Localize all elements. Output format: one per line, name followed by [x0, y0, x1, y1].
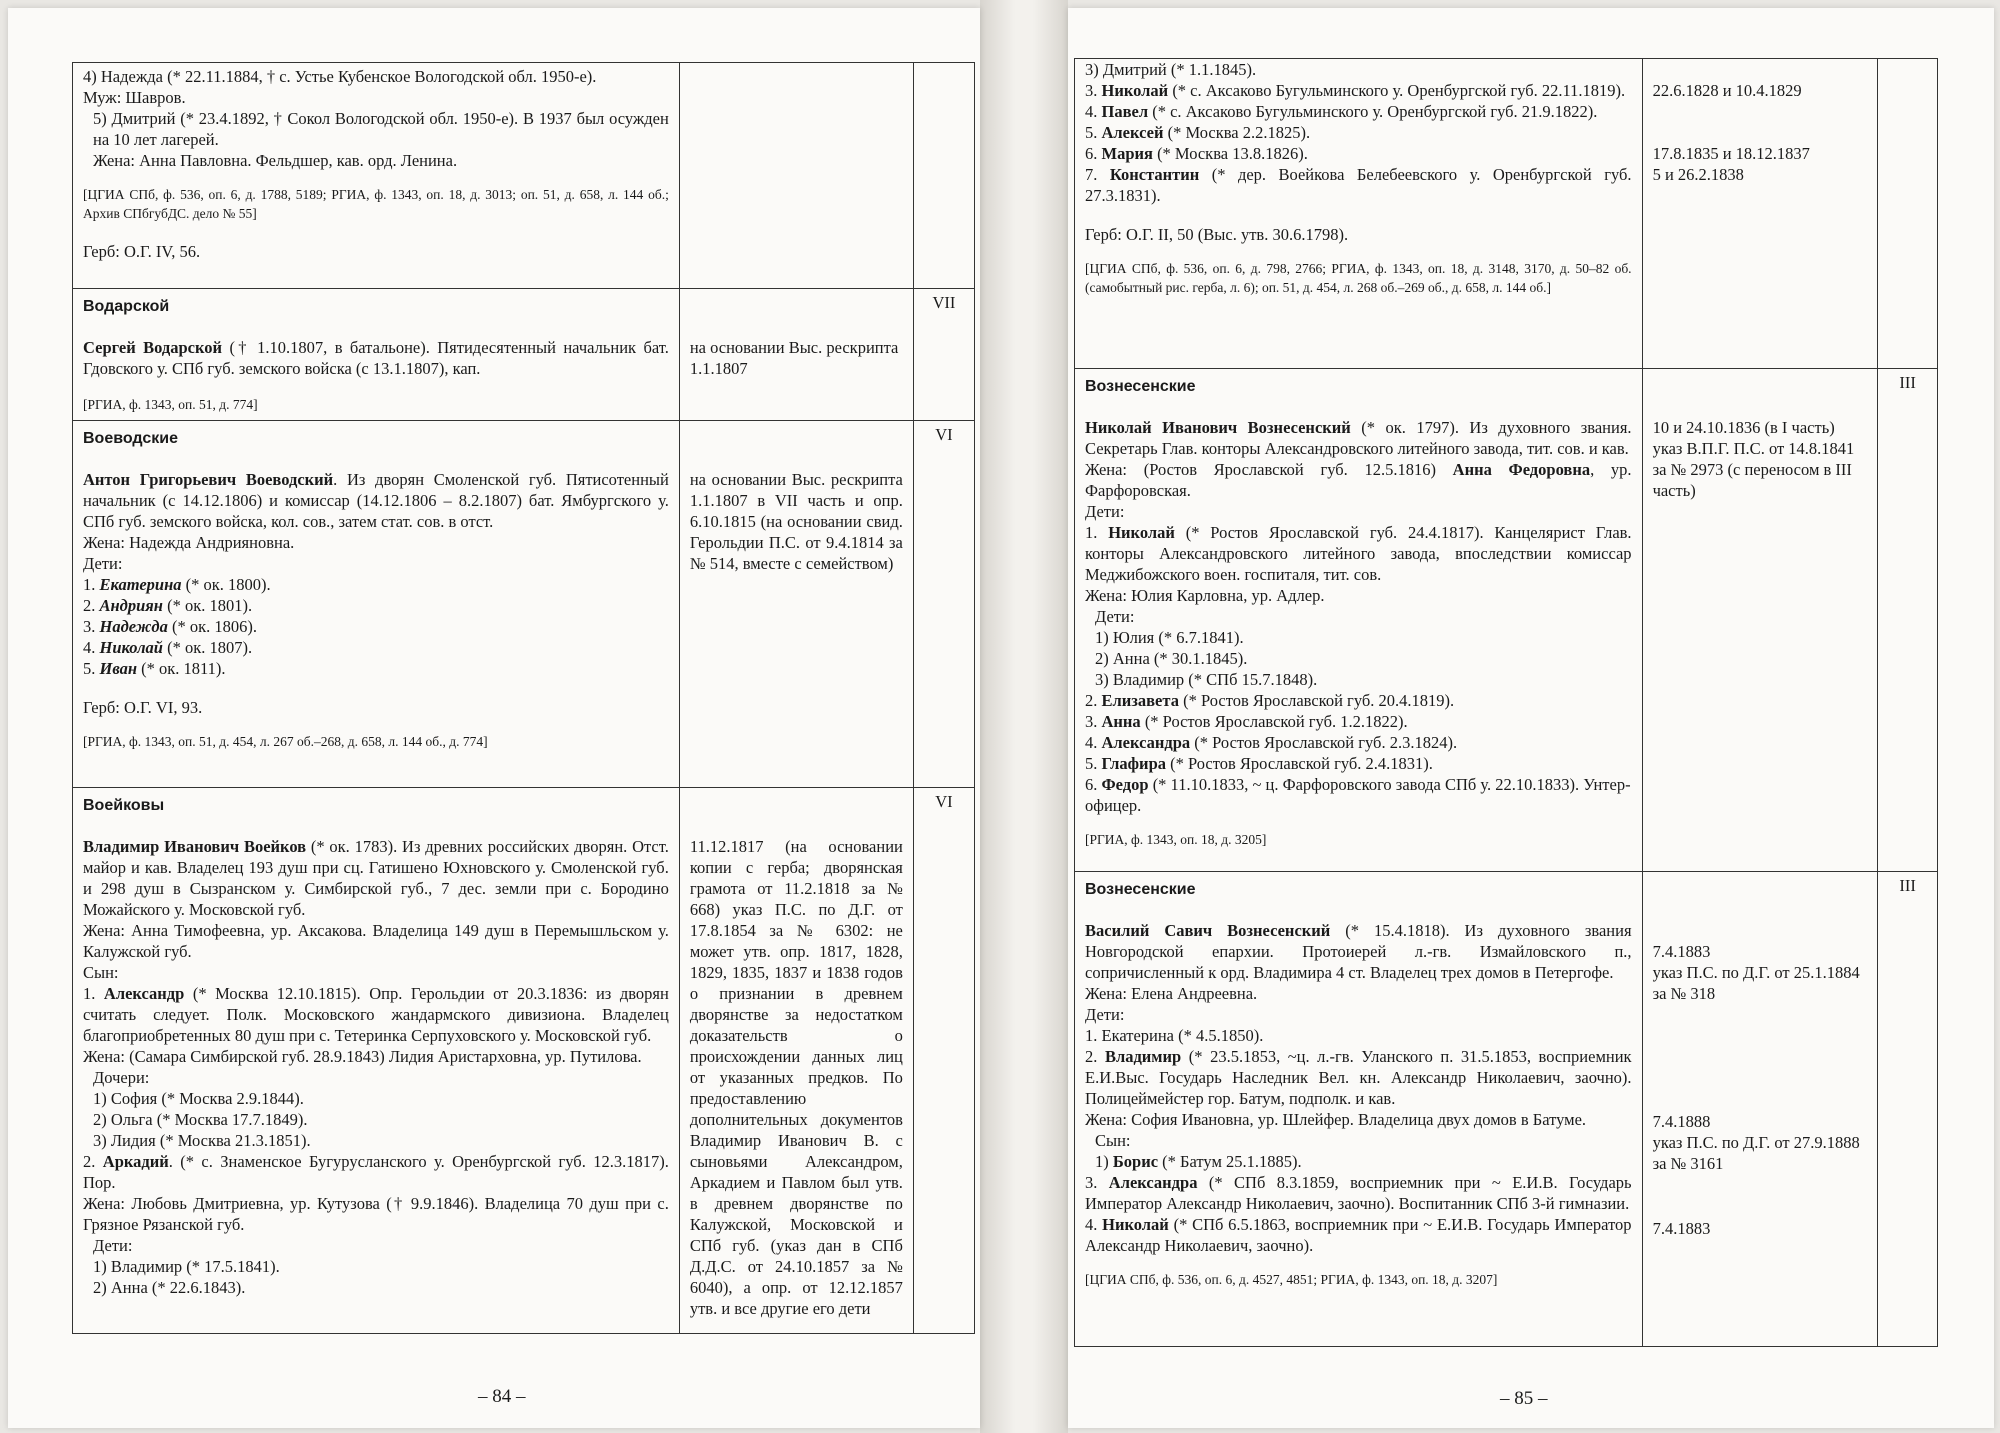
person-name: Антон Григорьевич Воеводский	[83, 470, 334, 489]
decision-text: на основании Выс. рескрипта 1.1.1807 в VII часть и опр. 6.10.1815 (на основании свид. Герольдии П.С. от 9.4.1814 за № 514, вместе с семейством)	[689, 470, 903, 573]
list-item: 3) Владимир (* СПб 15.7.1848).	[1095, 670, 1318, 689]
source-reference: [РГИА, ф. 1343, оп. 18, д. 3205]	[1085, 832, 1267, 847]
person-name: Александра	[1108, 1173, 1198, 1192]
table-row: Вознесенские Николай Иванович Вознесенский (* ок. 1797). Из духовного звания. Секретарь Глав. конторы Александровского литейного завода, тит. сов. и кав. Жена: (Ростов Ярославской губ. 12.5.1816) Анна Федоровна, ур. Фарфоровская. Дети: 1. Николай (* Ростов Ярославской губ. 24.4.1817). Канцелярист Глав. конторы Александровского литейного завода, впоследствии комиссар Меджибожского воен. госпиталя, тит. сов. Жена: Юлия Карловна, ур. Адлер. Дети: 1) Юлия (* 6.7.1841). 2) Анна (* 30.1.1845). 3) Владимир (* СПб 15.7.1848). 2. Елизавета (* Ростов Ярославской губ. 20.4.1819). 3. Анна (* Ростов Ярославской губ. 1.2.1822). 4. Александра (* Ростов Ярославской губ. 2.3.1824). 5. Глафира (* Ростов Ярославской губ. 2.4.1831). 6. Федор (* 11.10.1833, ~ ц. Фарфоровского завода СПб у. 22.10.1833). Унтер-офицер. [РГИА, ф. 1343, оп. 18, д. 3205] 10 и 24.10.1836 (в I часть) указ В.П.Г. П.С. от 14.8.1841 за № 2973 (с переносом в III часть) III	[1075, 369, 1938, 872]
list-item: 2. Елизавета (* Ростов Ярославской губ. 20.4.1819).	[1085, 691, 1455, 710]
person-name: Борис	[1112, 1152, 1159, 1171]
list-item: 2) Анна (* 30.1.1845).	[1095, 649, 1248, 668]
page-85	[1068, 8, 1994, 1428]
table-row	[1075, 59, 1938, 369]
list-item: 5. Алексей (* Москва 2.2.1825).	[1085, 123, 1311, 142]
part-number: VI	[913, 788, 974, 1334]
table-row: Вознесенские Василий Савич Вознесенский (* 15.4.1818). Из духовного звания Новгородской епархии. Протоиерей л.-гв. Измайловского п., сопричисленный к орд. Владимира 4 ст. Владелец трех домов в Петергофе. Жена: Елена Андреевна. Дети: 1. Екатерина (* 4.5.1850). 2. Владимир (* 23.5.1853, ~ц. л.-гв. Уланского п. 31.5.1853, восприемник Е.И.Выс. Государь Наследник Вел. кн. Александр Николаевич, заочно). Полицеймейстер гор. Батум, подполк. и кав. Жена: София Ивановна, ур. Шлейфер. Владелица двух домов в Батуме. Сын: 1) Борис (* Батум 25.1.1885). 3. Александра (* СПб 8.3.1859, восприемник при ~ Е.И.В. Государь Император Александр Николаевич, заочно). Воспитанник СПб 3-й гимназии. 4. Николай (* СПб 6.5.1863, восприемник при ~ Е.И.В. Государь Император Александр Николаевич, заочно). [ЦГИА СПб, ф. 536, оп. 6, д. 4527, 4851; РГИА, ф. 1343, оп. 18, д. 3207] 7.4.1883 указ П.С. по Д.Г. от 25.1.1884 за № 318 7.4.1888 указ П.С. по Д.Г. от 27.9.1888 за № 3161 7.4.1883 III	[1075, 872, 1938, 1347]
person-name: Аркадий	[102, 1152, 169, 1171]
source-reference: [РГИА, ф. 1343, оп. 51, д. 454, л. 267 об.–268, д. 658, л. 144 об., д. 774]	[83, 734, 488, 749]
source-reference: [ЦГИА СПб, ф. 536, оп. 6, д. 798, 2766; РГИА, ф. 1343, оп. 18, д. 3148, 3170, д. 50–82 об. (самобытный рис. герба, л. 6); оп. 51, д. 454, л. 268 об.–269 об., д. 658, л. 144 об.]	[1085, 261, 1632, 295]
list-item: 7. Константин (* дер. Воейкова Белебеевского у. Оренбургской губ. 27.3.1831).	[1085, 165, 1632, 205]
list-item: 4. Павел (* с. Аксаково Бугульминского у. Оренбургской губ. 21.9.1822).	[1085, 102, 1598, 121]
table-row: Воеводские Антон Григорьевич Воеводский. Из дворян Смоленской губ. Пятисотенный начальник (с 14.12.1806) и комиссар (14.12.1806 – 8.2.1807) бат. Ямбургского у. СПб губ. земского войска, кол. сов., затем стат. сов. в отст. Жена: Надежда Андрияновна. Дети: 1. Екатерина (* ок. 1800). 2. Андриян (* ок. 1801). 3. Надежда (* ок. 1806). 4. Николай (* ок. 1807). 5. Иван (* ок. 1811). Герб: О.Г. VI, 93. [РГИА, ф. 1343, оп. 51, д. 454, л. 267 об.–268, д. 658, л. 144 об., д. 774] на основании Выс. рескрипта 1.1.1807 в VII часть и опр. 6.10.1815 (на основании свид. Герольдии П.С. от 9.4.1814 за № 514, вместе с семейством) VI	[73, 421, 975, 788]
arms-reference: Герб: О.Г. IV, 56.	[83, 242, 201, 261]
table-row: Воейковы Владимир Иванович Воейков (* ок. 1783). Из древних российских дворян. Отст. майор и кав. Владелец 193 душ при сц. Гатишено Юхновского у. Смоленской губ. и 298 душ в Сызранском у. Симбирской губ., 7 дес. земли при с. Бородино Можайского у. Московской губ. Жена: Анна Тимофеевна, ур. Аксакова. Владелица 149 душ в Перемышльском у. Калужской губ. Сын: 1. Александр (* Москва 12.10.1815). Опр. Герольдии от 20.3.1836: из дворян считать следует. Полк. Московского жандармского дивизиона. Владелец благоприобретенных 80 душ при с. Тетеринка Серпуховского у. Московской губ. Жена: (Самара Симбирской губ. 28.9.1843) Лидия Аристарховна, ур. Путилова. Дочери: 1) София (* Москва 2.9.1844). 2) Ольга (* Москва 17.7.1849). 3) Лидия (* Москва 21.3.1851). 2. Аркадий. (* с. Знаменское Бугурусланского у. Оренбургской губ. 12.3.1817). Пор. Жена: Любовь Дмитриевна, ур. Кутузова († 9.9.1846). Владелица 70 душ при с. Грязное Рязанской губ. Дети: 1) Владимир (* 17.5.1841). 2) Анна (* 22.6.1843). 11.12.1817 (на основании копии с герба; дворянская грамота от 11.2.1818 за № 668) указ П.С. по Д.Г. от 17.8.1854 за № 6302: не может утв. опр. 1817, 1828, 1829, 1835, 1837 и 1838 годов о признании в древнем дворянстве за недостатком доказательств о происхождении данных лиц от указанных предков. По предоставлению дополнительных документов Владимир Иванович В. с сыновьями Александром, Аркадием и Павлом был утв. в древнем дворянстве по Калужской, Московской и СПб губ. (указ дан в СПб Д.Д.С. от 24.10.1857 за № 6040), а опр. от 12.12.1857 утв. и все другие его дети VI	[73, 788, 975, 1334]
list-item: 1) Юлия (* 6.7.1841).	[1095, 628, 1244, 647]
person-name: Сергей Водарской	[83, 338, 223, 357]
person-name: Николай	[1102, 1215, 1169, 1234]
person-name: Александр	[103, 984, 185, 1003]
decision-text: на основании Выс. рескрипта 1.1.1807	[689, 338, 899, 378]
page-number: – 85 –	[1500, 1388, 1548, 1409]
decision-text: 7.4.1883 указ П.С. по Д.Г. от 25.1.1884 за № 318	[1652, 942, 1860, 1003]
list-item: 1. Екатерина (* 4.5.1850).	[1085, 1026, 1264, 1045]
part-number: III	[1878, 369, 1938, 872]
list-item: 4. Николай (* ок. 1807).	[83, 638, 253, 657]
source-reference: [РГИА, ф. 1343, оп. 51, д. 774]	[83, 397, 258, 412]
table-row: 4) Надежда (* 22.11.1884, † с. Устье Кубенское Вологодской обл. 1950-е). Муж: Шавров. 5) Дмитрий (* 23.4.1892, † Сокол Вологодской обл. 1950-е). В 1937 был осужден на 10 лет лагерей. Жена: Анна Павловна. Фельдшер, кав. орд. Ленина. [ЦГИА СПб, ф. 536, оп. 6, д. 1788, 5189; РГИА, ф. 1343, оп. 18, д. 3013; оп. 51, д. 658, л. 144 об.; Архив СПбгубДС. дело № 55] Герб: О.Г. IV, 56.	[73, 63, 975, 289]
part-number: VI	[913, 421, 974, 788]
page-84	[8, 8, 980, 1428]
family-heading: Водарской	[83, 298, 170, 315]
source-reference: [ЦГИА СПб, ф. 536, оп. 6, д. 4527, 4851; РГИА, ф. 1343, оп. 18, д. 3207]	[1085, 1272, 1498, 1287]
register-table-right	[1074, 58, 1938, 1347]
arms-reference: Герб: О.Г. VI, 93.	[83, 698, 203, 717]
list-item: 3. Надежда (* ок. 1806).	[83, 617, 257, 636]
list-item: 3. Николай (* с. Аксаково Бугульминского у. Оренбургской губ. 22.11.1819).	[1085, 81, 1626, 100]
family-heading: Вознесенские	[1085, 378, 1196, 395]
list-item: 6. Мария (* Москва 13.8.1826).	[1085, 144, 1308, 163]
list-item: 3) Лидия (* Москва 21.3.1851).	[93, 1131, 311, 1150]
family-heading: Воейковы	[83, 797, 165, 814]
part-number: III	[1878, 872, 1938, 1347]
list-item: 2. Андриян (* ок. 1801).	[83, 596, 253, 615]
table-row: Водарской Сергей Водарской († 1.10.1807, в батальоне). Пятидесятенный начальник бат. Гдовского у. СПб губ. земского войска (с 13.1.1807), кап. [РГИА, ф. 1343, оп. 51, д. 774] на основании Выс. рескрипта 1.1.1807 VII	[73, 289, 975, 421]
person-name: Василий Савич Вознесенский	[1085, 921, 1331, 940]
list-item: 1. Екатерина (* ок. 1800).	[83, 575, 271, 594]
list-item: 6. Федор (* 11.10.1833, ~ ц. Фарфоровского завода СПб у. 22.10.1833). Унтер-офицер.	[1085, 775, 1631, 815]
list-item: 5. Глафира (* Ростов Ярославской губ. 2.4.1831).	[1085, 754, 1433, 773]
person-name: Владимир Иванович Воейков	[83, 837, 307, 856]
source-reference: [ЦГИА СПб, ф. 536, оп. 6, д. 1788, 5189; РГИА, ф. 1343, оп. 18, д. 3013; оп. 51, д. 658, л. 144 об.; Архив СПбгубДС. дело № 55]	[83, 187, 669, 221]
decision-text: 7.4.1883	[1652, 1219, 1711, 1238]
part-number: VII	[913, 289, 974, 421]
decision-text: 22.6.1828 и 10.4.1829 17.8.1835 и 18.12.1837 5 и 26.2.1838	[1652, 81, 1810, 184]
person-name: Владимир	[1104, 1047, 1182, 1066]
register-table-left	[72, 62, 975, 1334]
book-spine	[980, 0, 1068, 1433]
list-item: 4. Александра (* Ростов Ярославской губ. 2.3.1824).	[1085, 733, 1458, 752]
arms-reference: Герб: О.Г. II, 50 (Выс. утв. 30.6.1798).	[1085, 225, 1349, 244]
list-item: 5. Иван (* ок. 1811).	[83, 659, 226, 678]
list-item: 3. Анна (* Ростов Ярославской губ. 1.2.1822).	[1085, 712, 1408, 731]
list-item: 3) Дмитрий (* 1.1.1845).	[1085, 60, 1257, 79]
family-heading: Воеводские	[83, 430, 178, 447]
page-number: – 84 –	[478, 1386, 526, 1407]
decision-text: 11.12.1817 (на основании копии с герба; дворянская грамота от 11.2.1818 за № 668) указ П.С. по Д.Г. от 17.8.1854 за № 6302: не может утв. опр. 1817, 1828, 1829, 1835, 1837 и 1838 годов о признании в древнем дворянстве за недостатком доказательств о происхождении данных лиц от указанных предков. По предоставлению дополнительных документов Владимир Иванович В. с сыновьями Александром, Аркадием и Павлом был утв. в древнем дворянстве по Калужской, Московской и СПб губ. (указ дан в СПб Д.Д.С. от 24.10.1857 за № 6040), а опр. от 12.12.1857 утв. и все другие его дети	[689, 837, 903, 1318]
list-item: 2) Анна (* 22.6.1843).	[93, 1278, 246, 1297]
family-heading: Вознесенские	[1085, 881, 1196, 898]
person-name: Николай Иванович Вознесенский	[1085, 418, 1351, 437]
list-item: 1) Владимир (* 17.5.1841).	[93, 1257, 280, 1276]
list-item: 2) Ольга (* Москва 17.7.1849).	[93, 1110, 308, 1129]
list-item: 1) София (* Москва 2.9.1844).	[93, 1089, 304, 1108]
person-name: Николай	[1108, 523, 1175, 542]
decision-text: 10 и 24.10.1836 (в I часть) указ В.П.Г. П.С. от 14.8.1841 за № 2973 (с переносом в III часть)	[1652, 418, 1855, 500]
decision-text: 7.4.1888 указ П.С. по Д.Г. от 27.9.1888 за № 3161	[1652, 1112, 1860, 1173]
